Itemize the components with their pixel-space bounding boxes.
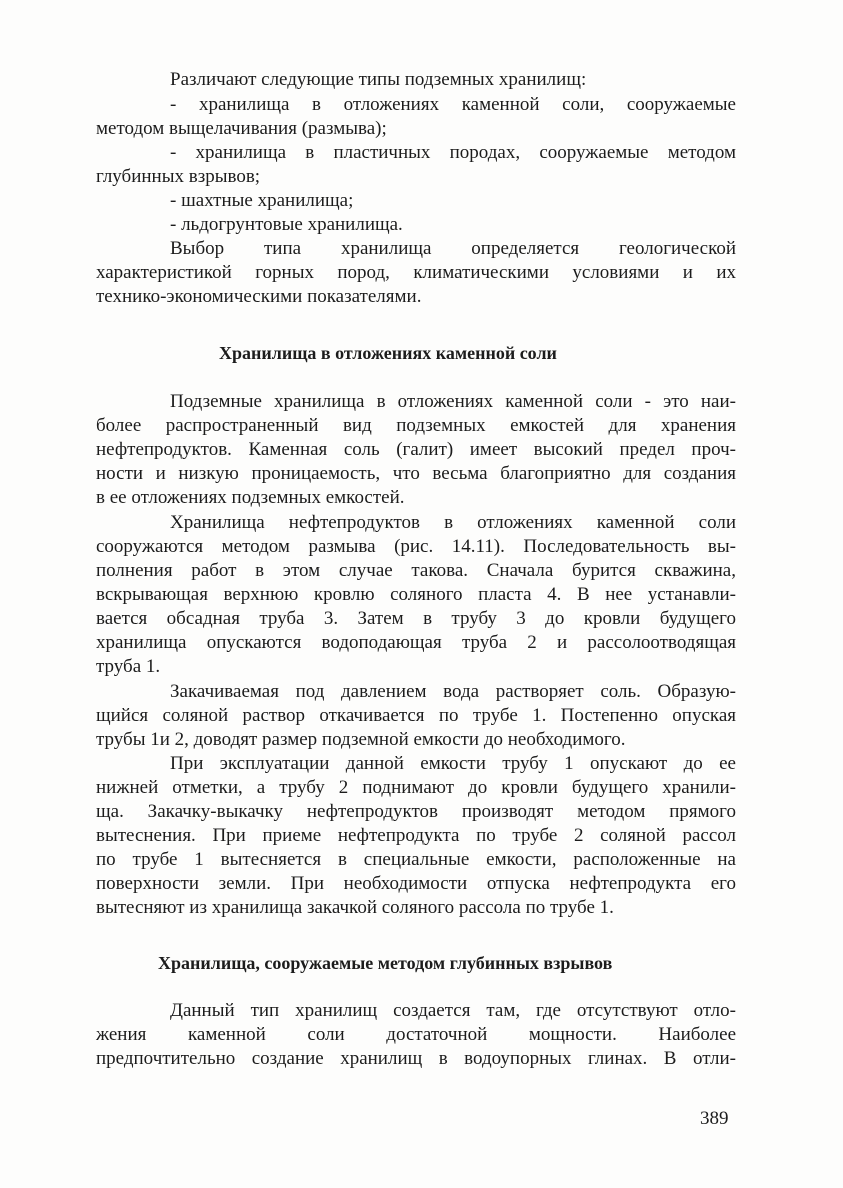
text-line: хранилища опускаются водоподающая труба 2 и рассолоотводящая bbox=[96, 632, 736, 653]
text-line: более распространенный вид подземных емкостей для хранения bbox=[96, 415, 736, 436]
text-line: по трубе 1 вытесняется в специальные емкости, расположенные на bbox=[96, 849, 736, 870]
text-line: Выбор типа хранилища определяется геологической bbox=[170, 238, 736, 259]
text-line: методом выщелачивания (размыва); bbox=[96, 118, 387, 139]
text-line: полнения работ в этом случае такова. Сначала бурится скважина, bbox=[96, 560, 736, 581]
text-line: Хранилища нефтепродуктов в отложениях каменной соли bbox=[170, 512, 736, 533]
text-line: щийся соляной раствор откачивается по трубе 1. Постепенно опуская bbox=[96, 705, 736, 726]
text-line: нефтепродуктов. Каменная соль (галит) имеет высокий предел проч- bbox=[96, 439, 736, 460]
text-line: Закачиваемая под давлением вода растворяет соль. Образую- bbox=[170, 681, 736, 702]
text-line: - шахтные хранилища; bbox=[170, 190, 354, 211]
text-line: характеристикой горных пород, климатическими условиями и их bbox=[96, 262, 736, 283]
text-line: - хранилища в отложениях каменной соли, сооружаемые bbox=[170, 94, 736, 115]
section-heading: Хранилища, сооружаемые методом глубинных взрывов bbox=[158, 953, 613, 973]
text-line: глубинных взрывов; bbox=[96, 166, 261, 187]
text-line: поверхности земли. При необходимости отпуска нефтепродукта его bbox=[96, 873, 736, 894]
text-line: При эксплуатации данной емкости трубу 1 опускают до ее bbox=[170, 753, 736, 774]
text-line: Подземные хранилища в отложениях каменной соли - это наи- bbox=[170, 391, 736, 412]
text-line: сооружаются методом размыва (рис. 14.11). Последовательность вы- bbox=[96, 536, 736, 557]
text-line: трубы 1и 2, доводят размер подземной емкости до необходимого. bbox=[96, 729, 626, 750]
text-line: Данный тип хранилищ создается там, где отсутствуют отло- bbox=[170, 1000, 736, 1021]
text-line: технико-экономическими показателями. bbox=[96, 286, 422, 307]
text-line: предпочтительно создание хранилищ в водоупорных глинах. В отли- bbox=[96, 1048, 736, 1069]
text-line: ности и низкую проницаемость, что весьма благоприятно для создания bbox=[96, 463, 736, 484]
text-line: - льдогрунтовые хранилища. bbox=[170, 214, 403, 235]
text-line: в ее отложениях подземных емкостей. bbox=[96, 487, 405, 508]
text-line: вытеснения. При приеме нефтепродукта по трубе 2 соляной рассол bbox=[96, 825, 736, 846]
page-number: 389 bbox=[700, 1108, 729, 1129]
text-line: - хранилища в пластичных породах, сооружаемые методом bbox=[170, 142, 736, 163]
text-line: Различают следующие типы подземных хранилищ: bbox=[170, 69, 587, 90]
text-line: вытесняют из хранилища закачкой соляного рассола по трубе 1. bbox=[96, 897, 614, 918]
text-line: вается обсадная труба 3. Затем в трубу 3 до кровли будущего bbox=[96, 608, 736, 629]
section-heading: Хранилища в отложениях каменной соли bbox=[219, 343, 557, 363]
text-line: труба 1. bbox=[96, 656, 161, 677]
text-line: ща. Закачку-выкачку нефтепродуктов производят методом прямого bbox=[96, 801, 736, 822]
text-line: вскрывающая верхнюю кровлю соляного пласта 4. В нее устанавли- bbox=[96, 584, 736, 605]
text-line: жения каменной соли достаточной мощности. Наиболее bbox=[96, 1024, 736, 1045]
text-line: нижней отметки, а трубу 2 поднимают до кровли будущего хранили- bbox=[96, 777, 736, 798]
